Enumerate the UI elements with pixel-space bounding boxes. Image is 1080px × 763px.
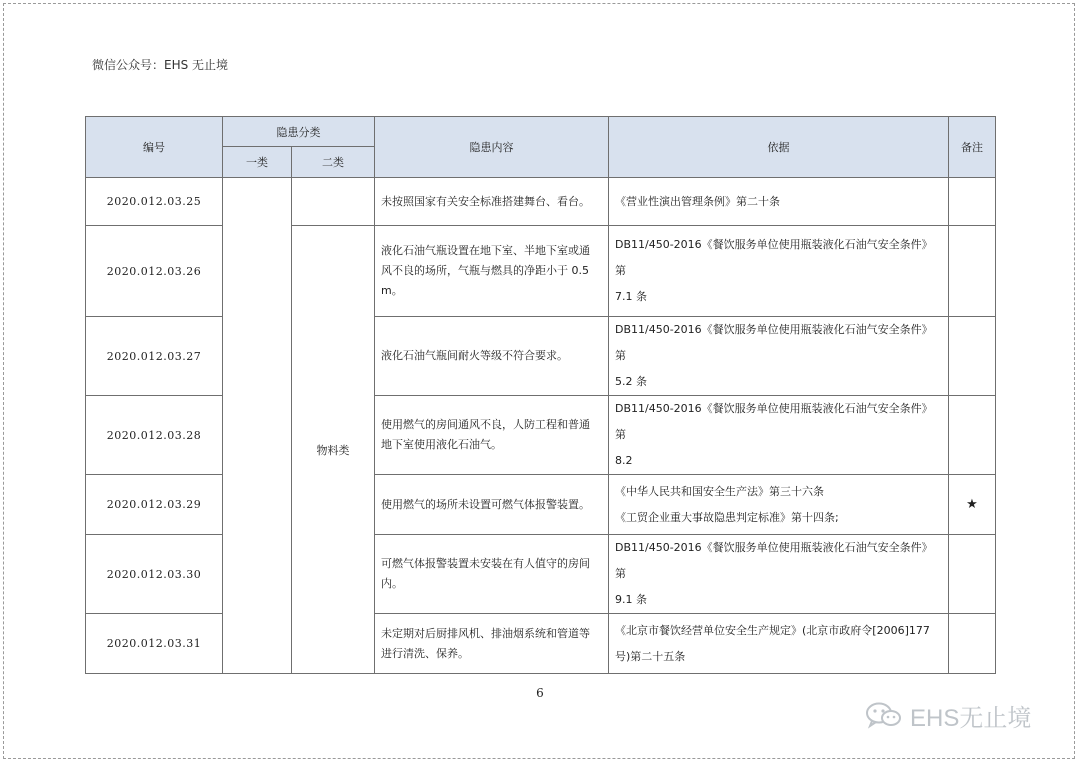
row-note: [949, 614, 996, 674]
row-note: [949, 226, 996, 317]
row-basis: DB11/450-2016《餐饮服务单位使用瓶装液化石油气安全条件》第 8.2: [609, 396, 949, 475]
row-code: 2020.012.03.29: [86, 475, 223, 535]
header-cat1: 一类: [223, 147, 292, 178]
row-basis: 《营业性演出管理条例》第二十条: [609, 178, 949, 226]
table-row: [86, 178, 996, 226]
row-content: 使用燃气的场所未设置可燃气体报警装置。: [375, 475, 609, 535]
header-basis: 依据: [609, 117, 949, 178]
row-code: 2020.012.03.27: [86, 317, 223, 396]
table-row: [86, 614, 996, 674]
row-basis: DB11/450-2016《餐饮服务单位使用瓶装液化石油气安全条件》第 5.2 条: [609, 317, 949, 396]
row-content: 液化石油气瓶间耐火等级不符合要求。: [375, 317, 609, 396]
row-basis: 《北京市餐饮经营单位安全生产规定》(北京市政府令[2006]177 号)第二十五条: [609, 614, 949, 674]
table-row: [86, 475, 996, 535]
header-code: 编号: [86, 117, 223, 178]
row-content: 未按照国家有关安全标准搭建舞台、看台。: [375, 178, 609, 226]
row-basis: DB11/450-2016《餐饮服务单位使用瓶装液化石油气安全条件》第 7.1 条: [609, 226, 949, 317]
cat1-cell: [223, 178, 292, 674]
row-code: 2020.012.03.25: [86, 178, 223, 226]
row-content: 液化石油气瓶设置在地下室、半地下室或通 风不良的场所，气瓶与燃具的净距小于 0.5 m。: [375, 226, 609, 317]
row-code: 2020.012.03.26: [86, 226, 223, 317]
header-note: 备注: [949, 117, 996, 178]
header-cat2: 二类: [292, 147, 375, 178]
materials-category-cell: 物料类: [292, 226, 375, 674]
row-content: 可燃气体报警装置未安装在有人值守的房间 内。: [375, 535, 609, 614]
header-category: 隐患分类: [223, 117, 375, 147]
row-note-star: ★: [949, 475, 996, 535]
table-row: [86, 226, 996, 317]
header-content: 隐患内容: [375, 117, 609, 178]
table-row: [86, 396, 996, 475]
hazard-table: [85, 116, 996, 674]
row-content: 未定期对后厨排风机、排油烟系统和管道等 进行清洗、保养。: [375, 614, 609, 674]
watermark-text: EHS无止境: [910, 704, 1032, 732]
row-code: 2020.012.03.28: [86, 396, 223, 475]
cat2-cell-empty: [292, 178, 375, 226]
header-text: 微信公众号：EHS 无止境: [92, 58, 229, 72]
row-note: [949, 317, 996, 396]
wechat-icon: [864, 700, 904, 730]
row-note: [949, 396, 996, 475]
page-number: 6: [536, 686, 544, 700]
watermark: [864, 700, 1031, 730]
table-row: [86, 535, 996, 614]
row-basis: DB11/450-2016《餐饮服务单位使用瓶装液化石油气安全条件》第 9.1 条: [609, 535, 949, 614]
row-code: 2020.012.03.31: [86, 614, 223, 674]
row-code: 2020.012.03.30: [86, 535, 223, 614]
row-content: 使用燃气的房间通风不良，人防工程和普通 地下室使用液化石油气。: [375, 396, 609, 475]
row-note: [949, 178, 996, 226]
row-note: [949, 535, 996, 614]
table-row: [86, 317, 996, 396]
row-basis: 《中华人民共和国安全生产法》第三十六条 《工贸企业重大事故隐患判定标准》第十四条;: [609, 475, 949, 535]
